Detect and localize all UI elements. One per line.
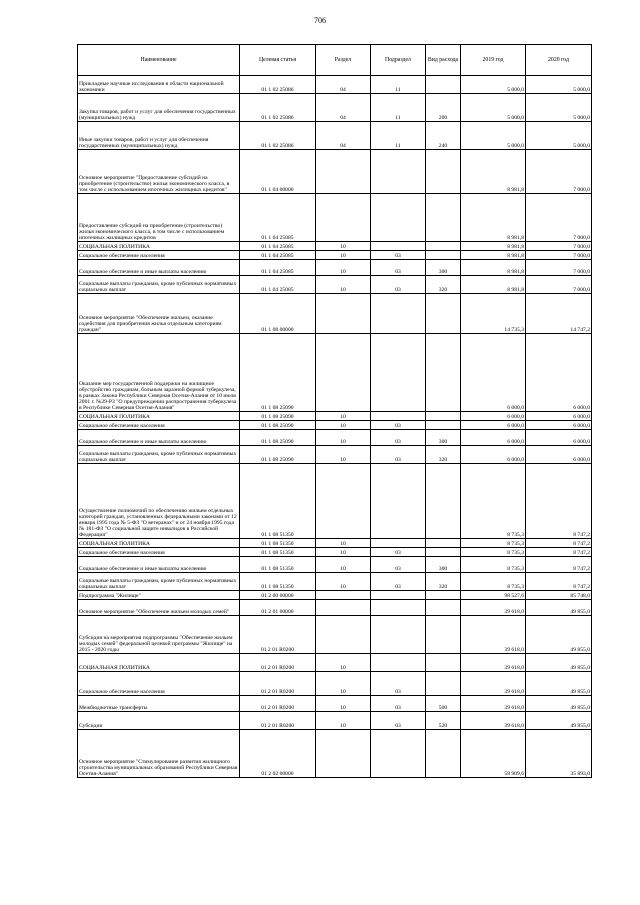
amount-2019-cell: 5 000,0 [461, 94, 526, 122]
table-row [78, 334, 592, 412]
target-article-cell: 01 2 01 R0200 [240, 672, 316, 696]
subsection-cell [371, 334, 426, 412]
amount-2020-cell: 7 000,0 [526, 251, 592, 260]
subsection-cell: 03 [371, 446, 426, 464]
amount-2020-cell: 49 855,0 [526, 712, 592, 730]
row-name: Подпрограмма "Жилище" [78, 591, 240, 600]
row-name: Социальное обеспечение населения [78, 251, 240, 260]
amount-2020-cell: 5 000,0 [526, 94, 592, 122]
amount-2019-cell: 8 981,8 [461, 260, 526, 276]
expense-type-cell [426, 672, 461, 696]
amount-2020-cell: 49 855,0 [526, 654, 592, 672]
target-article-cell: 01 1 08 51350 [240, 548, 316, 557]
table-row [78, 548, 592, 557]
target-article-cell: 01 2 01 R0200 [240, 654, 316, 672]
subsection-cell [371, 464, 426, 539]
row-name: Предоставление субсидий на приобретение (строительство) жилья экономического класса, в том числе с использованием ипотечных жилищных кредитов [78, 194, 240, 242]
subsection-cell [371, 539, 426, 548]
section-cell: 10 [316, 430, 371, 446]
subsection-cell: 03 [371, 276, 426, 294]
row-name: СОЦИАЛЬНАЯ ПОЛИТИКА [78, 654, 240, 672]
subsection-cell: 03 [371, 573, 426, 591]
section-cell: 10 [316, 260, 371, 276]
expense-type-cell [426, 654, 461, 672]
table-row [78, 242, 592, 251]
amount-2019-cell: 98 527,6 [461, 591, 526, 600]
section-cell: 10 [316, 654, 371, 672]
table-row [78, 251, 592, 260]
table-row [78, 557, 592, 573]
section-cell: 10 [316, 276, 371, 294]
amount-2019-cell: 39 618,0 [461, 616, 526, 654]
target-article-cell: 01 2 01 R0200 [240, 616, 316, 654]
expense-type-cell [426, 294, 461, 334]
amount-2019-cell: 8 981,8 [461, 242, 526, 251]
table-row [78, 654, 592, 672]
subsection-cell [371, 412, 426, 421]
subsection-cell: 03 [371, 696, 426, 712]
target-article-cell: 01 2 01 R0200 [240, 712, 316, 730]
table-row [78, 573, 592, 591]
row-name: Прикладные научные исследования в области национальной экономики [78, 76, 240, 94]
expense-type-cell [426, 76, 461, 94]
row-name: Социальные выплаты гражданам, кроме публичных нормативных социальных выплат [78, 446, 240, 464]
table-row [78, 446, 592, 464]
table-row [78, 260, 592, 276]
expense-type-cell [426, 548, 461, 557]
expense-type-cell [426, 251, 461, 260]
section-cell: 10 [316, 557, 371, 573]
expense-type-cell [426, 730, 461, 778]
amount-2019-cell: 39 618,0 [461, 672, 526, 696]
target-article-cell: 01 1 04 25085 [240, 194, 316, 242]
row-name: Иные закупки товаров, работ и услуг для обеспечения государственных (муниципальных) нужд [78, 122, 240, 150]
amount-2020-cell: 6 000,0 [526, 446, 592, 464]
expense-type-cell: 520 [426, 712, 461, 730]
target-article-cell: 01 1 02 25086 [240, 94, 316, 122]
row-name: СОЦИАЛЬНАЯ ПОЛИТИКА [78, 242, 240, 251]
table-row [78, 294, 592, 334]
expense-type-cell [426, 194, 461, 242]
target-article-cell: 01 1 04 25085 [240, 260, 316, 276]
subsection-cell: 03 [371, 430, 426, 446]
target-article-cell: 01 2 01 R0200 [240, 696, 316, 712]
amount-2019-cell: 8 735,3 [461, 573, 526, 591]
expense-type-cell: 320 [426, 276, 461, 294]
amount-2019-cell: 39 618,0 [461, 712, 526, 730]
amount-2020-cell: 6 000,0 [526, 421, 592, 430]
expense-type-cell [426, 242, 461, 251]
section-cell [316, 591, 371, 600]
amount-2020-cell: 7 000,0 [526, 242, 592, 251]
section-cell: 10 [316, 696, 371, 712]
expense-type-cell [426, 334, 461, 412]
subsection-cell: 03 [371, 672, 426, 696]
amount-2020-cell: 8 747,2 [526, 573, 592, 591]
amount-2020-cell: 49 855,0 [526, 696, 592, 712]
amount-2020-cell: 7 000,0 [526, 194, 592, 242]
amount-2020-cell: 49 855,0 [526, 600, 592, 616]
section-cell: 04 [316, 122, 371, 150]
target-article-cell: 01 1 02 25086 [240, 122, 316, 150]
target-article-cell: 01 1 08 51350 [240, 464, 316, 539]
expense-type-cell: 300 [426, 260, 461, 276]
section-cell: 04 [316, 94, 371, 122]
subsection-cell [371, 194, 426, 242]
subsection-cell [371, 242, 426, 251]
row-name: Основное мероприятие "Обеспечение жильем молодых семей" [78, 600, 240, 616]
table-row [78, 464, 592, 539]
table-row [78, 430, 592, 446]
section-cell: 04 [316, 76, 371, 94]
amount-2020-cell: 8 747,2 [526, 557, 592, 573]
section-cell [316, 730, 371, 778]
row-name: Оказание мер государственной поддержки на жилищное обустройство гражданам, больным заразной формой туберкулеза, в рамках Закона Республики Северная Осетия-Алания от 10 июля 2001 г. №29-РЗ "О предупреждении распространения туберкулеза в Республике Северная Осетия-Алания" [78, 334, 240, 412]
amount-2020-cell: 14 747,2 [526, 294, 592, 334]
row-name: Социальные выплаты гражданам, кроме публичных нормативных социальных выплат [78, 276, 240, 294]
target-article-cell: 01 1 08 00000 [240, 294, 316, 334]
section-cell [316, 194, 371, 242]
row-name: Осуществление полномочий по обеспечению жильем отдельных категорий граждан, установленных федеральными законами от 12 января 1995 года № 5-ФЗ "О ветеранах" и от 24 ноября 1995 года № 181-ФЗ "О социальной защите инвалидов в Российской Федерации" [78, 464, 240, 539]
subsection-cell: 11 [371, 122, 426, 150]
target-article-cell: 01 1 04 00000 [240, 150, 316, 194]
subsection-cell: 03 [371, 548, 426, 557]
amount-2020-cell: 5 000,0 [526, 122, 592, 150]
section-cell [316, 294, 371, 334]
row-name: СОЦИАЛЬНАЯ ПОЛИТИКА [78, 412, 240, 421]
header-2020: 2020 год [526, 45, 592, 76]
row-name: Межбюджетные трансферты [78, 696, 240, 712]
header-subsection: Подраздел [371, 45, 426, 76]
section-cell: 10 [316, 548, 371, 557]
subsection-cell: 03 [371, 251, 426, 260]
row-name: Основное мероприятие "Стимулирование развития жилищного строительства муниципальных образований Республики Северная Осетия-Алания" [78, 730, 240, 778]
row-name: Социальное обеспечение и иные выплаты населению [78, 260, 240, 276]
section-cell: 10 [316, 539, 371, 548]
amount-2019-cell: 8 981,8 [461, 251, 526, 260]
amount-2019-cell: 8 981,8 [461, 194, 526, 242]
target-article-cell: 01 1 08 51350 [240, 539, 316, 548]
row-name: Социальное обеспечение населения [78, 548, 240, 557]
amount-2020-cell: 85 748,0 [526, 591, 592, 600]
expense-type-cell [426, 600, 461, 616]
amount-2020-cell: 8 747,2 [526, 464, 592, 539]
table-row [78, 616, 592, 654]
amount-2019-cell: 8 981,8 [461, 276, 526, 294]
table-row [78, 539, 592, 548]
subsection-cell: 11 [371, 94, 426, 122]
expense-type-cell: 300 [426, 557, 461, 573]
amount-2020-cell: 6 000,0 [526, 430, 592, 446]
target-article-cell: 01 1 08 51350 [240, 557, 316, 573]
section-cell: 10 [316, 421, 371, 430]
row-name: Основное мероприятие "Предоставление субсидий на приобретение (строительство) жилья экономического класса, в том числе с использованием ипотечных жилищных кредитов" [78, 150, 240, 194]
subsection-cell [371, 654, 426, 672]
expense-type-cell: 320 [426, 446, 461, 464]
amount-2020-cell: 5 000,0 [526, 76, 592, 94]
amount-2020-cell: 7 000,0 [526, 150, 592, 194]
amount-2019-cell: 6 000,0 [461, 430, 526, 446]
table-row [78, 730, 592, 778]
section-cell: 10 [316, 712, 371, 730]
subsection-cell [371, 600, 426, 616]
amount-2019-cell: 6 000,0 [461, 412, 526, 421]
table-row [78, 591, 592, 600]
section-cell [316, 464, 371, 539]
target-article-cell: 01 1 08 25090 [240, 421, 316, 430]
amount-2019-cell: 6 000,0 [461, 334, 526, 412]
amount-2020-cell: 7 000,0 [526, 276, 592, 294]
budget-table [77, 44, 592, 778]
header-expense-type: Вид расхода [426, 45, 461, 76]
section-cell [316, 334, 371, 412]
subsection-cell: 03 [371, 421, 426, 430]
section-cell: 10 [316, 573, 371, 591]
section-cell [316, 600, 371, 616]
subsection-cell: 03 [371, 712, 426, 730]
expense-type-cell: 300 [426, 430, 461, 446]
expense-type-cell: 320 [426, 573, 461, 591]
page-number: 706 [314, 16, 326, 25]
amount-2020-cell: 49 855,0 [526, 616, 592, 654]
section-cell [316, 150, 371, 194]
table-row [78, 94, 592, 122]
expense-type-cell: 200 [426, 94, 461, 122]
table-header-row [78, 45, 592, 76]
target-article-cell: 01 1 08 51350 [240, 573, 316, 591]
amount-2019-cell: 39 618,0 [461, 654, 526, 672]
amount-2020-cell: 8 747,2 [526, 539, 592, 548]
amount-2019-cell: 39 618,0 [461, 696, 526, 712]
table-row [78, 194, 592, 242]
target-article-cell: 01 1 04 25085 [240, 276, 316, 294]
target-article-cell: 01 1 08 25090 [240, 334, 316, 412]
row-name: Субсидия на мероприятия подпрограммы "Обеспечение жильем молодых семей" федеральной целевой программы "Жилище" на 2015 - 2020 годы [78, 616, 240, 654]
target-article-cell: 01 1 04 25085 [240, 242, 316, 251]
amount-2019-cell: 8 735,3 [461, 464, 526, 539]
subsection-cell [371, 730, 426, 778]
expense-type-cell [426, 616, 461, 654]
table-row [78, 276, 592, 294]
amount-2020-cell: 6 000,0 [526, 334, 592, 412]
target-article-cell: 01 1 08 25090 [240, 430, 316, 446]
header-target-article: Целевая статья [240, 45, 316, 76]
row-name: Социальное обеспечение населения [78, 672, 240, 696]
section-cell: 10 [316, 672, 371, 696]
amount-2019-cell: 6 000,0 [461, 421, 526, 430]
amount-2019-cell: 58 909,6 [461, 730, 526, 778]
row-name: Субсидии [78, 712, 240, 730]
amount-2019-cell: 6 000,0 [461, 446, 526, 464]
row-name: Основное мероприятие "Обеспечение жильем, оказание содействия для приобретения жилья отдельным категориям граждан" [78, 294, 240, 334]
amount-2020-cell: 8 747,2 [526, 548, 592, 557]
subsection-cell: 03 [371, 557, 426, 573]
amount-2020-cell: 35 893,0 [526, 730, 592, 778]
amount-2019-cell: 14 735,3 [461, 294, 526, 334]
row-name: Социальное обеспечение и иные выплаты населению [78, 430, 240, 446]
subsection-cell [371, 591, 426, 600]
table-row [78, 712, 592, 730]
row-name: СОЦИАЛЬНАЯ ПОЛИТИКА [78, 539, 240, 548]
amount-2020-cell: 49 855,0 [526, 672, 592, 696]
table-row [78, 421, 592, 430]
table-row [78, 696, 592, 712]
target-article-cell: 01 1 08 25090 [240, 446, 316, 464]
subsection-cell: 11 [371, 76, 426, 94]
amount-2019-cell: 5 000,0 [461, 122, 526, 150]
expense-type-cell [426, 150, 461, 194]
section-cell: 10 [316, 242, 371, 251]
table-row [78, 122, 592, 150]
section-cell: 10 [316, 251, 371, 260]
row-name: Социальные выплаты гражданам, кроме публичных нормативных социальных выплат [78, 573, 240, 591]
row-name: Социальное обеспечение и иные выплаты населению [78, 557, 240, 573]
subsection-cell [371, 150, 426, 194]
section-cell [316, 616, 371, 654]
target-article-cell: 01 2 00 00000 [240, 591, 316, 600]
amount-2020-cell: 6 000,0 [526, 412, 592, 421]
subsection-cell: 03 [371, 260, 426, 276]
amount-2019-cell: 8 735,3 [461, 539, 526, 548]
table-row [78, 672, 592, 696]
header-section: Раздел [316, 45, 371, 76]
expense-type-cell: 240 [426, 122, 461, 150]
table-row [78, 150, 592, 194]
expense-type-cell [426, 464, 461, 539]
table-row [78, 76, 592, 94]
target-article-cell: 01 2 01 00000 [240, 600, 316, 616]
amount-2020-cell: 7 000,0 [526, 260, 592, 276]
expense-type-cell [426, 421, 461, 430]
amount-2019-cell: 5 000,0 [461, 76, 526, 94]
section-cell: 10 [316, 446, 371, 464]
section-cell: 10 [316, 412, 371, 421]
expense-type-cell [426, 539, 461, 548]
expense-type-cell [426, 412, 461, 421]
subsection-cell [371, 616, 426, 654]
amount-2019-cell: 8 735,3 [461, 548, 526, 557]
table-row [78, 412, 592, 421]
header-2019: 2019 год [461, 45, 526, 76]
row-name: Закупка товаров, работ и услуг для обеспечения государственных (муниципальных) нужд [78, 94, 240, 122]
subsection-cell [371, 294, 426, 334]
amount-2019-cell: 8 981,8 [461, 150, 526, 194]
header-name: Наименование [78, 45, 240, 76]
amount-2019-cell: 39 618,0 [461, 600, 526, 616]
amount-2019-cell: 8 735,3 [461, 557, 526, 573]
target-article-cell: 01 2 02 00000 [240, 730, 316, 778]
target-article-cell: 01 1 04 25085 [240, 251, 316, 260]
table-row [78, 600, 592, 616]
expense-type-cell [426, 591, 461, 600]
expense-type-cell: 500 [426, 696, 461, 712]
target-article-cell: 01 1 02 25086 [240, 76, 316, 94]
target-article-cell: 01 1 08 25090 [240, 412, 316, 421]
row-name: Социальное обеспечение населения [78, 421, 240, 430]
